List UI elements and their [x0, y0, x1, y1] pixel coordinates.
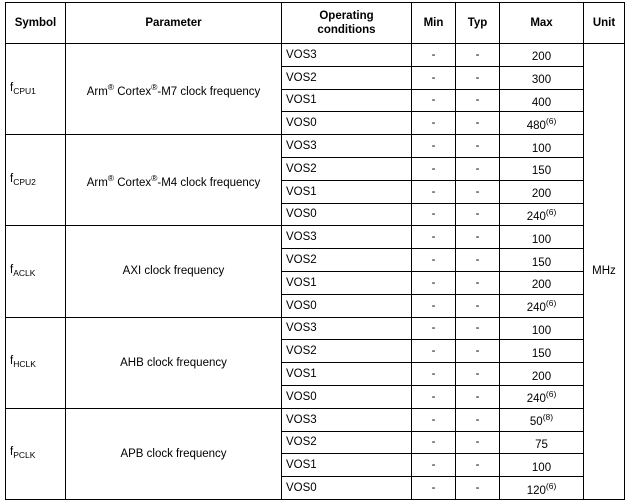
- max-cell: [500, 340, 584, 363]
- max-cell: [500, 226, 584, 249]
- max-value: 100: [531, 324, 552, 337]
- max-value: 400: [531, 96, 552, 109]
- parameter-cell: [66, 135, 282, 226]
- max-cell: [500, 454, 584, 477]
- table-row: [6, 408, 625, 431]
- condition-cell: VOS0: [282, 294, 412, 317]
- table-row: [6, 226, 625, 249]
- condition-cell: VOS0: [282, 385, 412, 408]
- min-cell: -: [412, 454, 456, 477]
- condition-cell: VOS0: [282, 112, 412, 135]
- min-cell: -: [412, 180, 456, 203]
- parameter-cell: AXI clock frequency: [66, 226, 282, 317]
- typ-cell: -: [456, 203, 500, 226]
- max-cell: [500, 408, 584, 431]
- symbol-base: f: [10, 446, 14, 459]
- max-cell: [500, 44, 584, 67]
- symbol-base: f: [10, 172, 14, 185]
- symbol-base: f: [10, 263, 14, 276]
- header-max: Max: [500, 3, 584, 44]
- registered-mark: ®: [151, 81, 158, 92]
- parameter-text: -M4 clock frequency: [157, 176, 261, 189]
- typ-cell: -: [456, 66, 500, 89]
- symbol-subscript: CPU1: [13, 85, 36, 96]
- parameter-text: Cortex: [114, 85, 152, 98]
- footnote-ref: (8): [542, 412, 554, 423]
- max-cell: [500, 431, 584, 454]
- condition-cell: VOS1: [282, 180, 412, 203]
- max-value: 300: [531, 74, 552, 87]
- max-value: 240: [526, 393, 546, 406]
- typ-cell: -: [456, 340, 500, 363]
- typ-cell: -: [456, 454, 500, 477]
- parameter-text: -M7 clock frequency: [157, 85, 261, 98]
- condition-cell: VOS1: [282, 454, 412, 477]
- typ-cell: -: [456, 317, 500, 340]
- symbol-cell: [6, 44, 66, 135]
- max-value: 240: [526, 210, 546, 223]
- typ-cell: -: [456, 363, 500, 386]
- max-value: 200: [531, 188, 552, 201]
- unit-cell: MHz: [584, 44, 625, 500]
- table-row: [6, 135, 625, 158]
- min-cell: -: [412, 431, 456, 454]
- typ-cell: -: [456, 226, 500, 249]
- parameter-cell: APB clock frequency: [66, 408, 282, 499]
- max-value: 120: [526, 484, 546, 497]
- condition-cell: VOS3: [282, 135, 412, 158]
- max-cell: [500, 294, 584, 317]
- clock-frequency-table: [5, 2, 625, 500]
- max-cell: [500, 66, 584, 89]
- parameter-text: Arm: [86, 176, 108, 189]
- max-cell: [500, 477, 584, 500]
- table-row: [6, 317, 625, 340]
- typ-cell: -: [456, 180, 500, 203]
- min-cell: -: [412, 271, 456, 294]
- condition-cell: VOS0: [282, 203, 412, 226]
- condition-cell: VOS0: [282, 477, 412, 500]
- header-conditions-line2: conditions: [317, 24, 376, 36]
- symbol-subscript: CPU2: [13, 176, 36, 187]
- header-typ: Typ: [456, 3, 500, 44]
- typ-cell: -: [456, 431, 500, 454]
- max-value: 150: [531, 256, 552, 269]
- max-cell: [500, 180, 584, 203]
- max-value: 50: [529, 416, 543, 429]
- condition-cell: VOS2: [282, 66, 412, 89]
- header-parameter: Parameter: [66, 3, 282, 44]
- header-symbol: Symbol: [6, 3, 66, 44]
- max-cell: [500, 135, 584, 158]
- typ-cell: -: [456, 477, 500, 500]
- parameter-cell: AHB clock frequency: [66, 317, 282, 408]
- max-value: 100: [531, 461, 552, 474]
- condition-cell: VOS2: [282, 340, 412, 363]
- footnote-ref: (6): [545, 480, 557, 491]
- min-cell: -: [412, 135, 456, 158]
- min-cell: -: [412, 249, 456, 272]
- symbol-base: f: [10, 81, 14, 94]
- parameter-text: Arm: [86, 85, 108, 98]
- header-conditions-line1: Operating: [319, 10, 374, 22]
- typ-cell: -: [456, 385, 500, 408]
- footnote-ref: (6): [545, 298, 557, 309]
- header-unit: Unit: [584, 3, 625, 44]
- typ-cell: -: [456, 135, 500, 158]
- min-cell: -: [412, 203, 456, 226]
- footnote-ref: (6): [545, 389, 557, 400]
- max-value: 100: [531, 142, 552, 155]
- max-value: 75: [535, 438, 548, 451]
- max-cell: [500, 385, 584, 408]
- min-cell: -: [412, 340, 456, 363]
- condition-cell: VOS3: [282, 408, 412, 431]
- min-cell: -: [412, 44, 456, 67]
- min-cell: -: [412, 157, 456, 180]
- max-value: 200: [531, 279, 552, 292]
- condition-cell: VOS1: [282, 89, 412, 112]
- min-cell: -: [412, 408, 456, 431]
- min-cell: -: [412, 385, 456, 408]
- min-cell: -: [412, 112, 456, 135]
- condition-cell: VOS1: [282, 271, 412, 294]
- max-value: 100: [531, 233, 552, 246]
- max-cell: [500, 271, 584, 294]
- condition-cell: VOS3: [282, 226, 412, 249]
- min-cell: -: [412, 317, 456, 340]
- symbol-subscript: PCLK: [13, 450, 36, 461]
- max-cell: [500, 249, 584, 272]
- condition-cell: VOS2: [282, 157, 412, 180]
- max-value: 200: [531, 51, 552, 64]
- max-value: 150: [531, 347, 552, 360]
- max-cell: [500, 157, 584, 180]
- typ-cell: -: [456, 112, 500, 135]
- max-cell: [500, 203, 584, 226]
- header-row: [6, 3, 625, 44]
- symbol-base: f: [10, 355, 14, 368]
- min-cell: -: [412, 66, 456, 89]
- typ-cell: -: [456, 408, 500, 431]
- max-value: 200: [531, 370, 552, 383]
- condition-cell: VOS3: [282, 317, 412, 340]
- typ-cell: -: [456, 89, 500, 112]
- max-value: 240: [526, 302, 546, 315]
- symbol-cell: [6, 317, 66, 408]
- max-cell: [500, 317, 584, 340]
- typ-cell: -: [456, 294, 500, 317]
- min-cell: -: [412, 226, 456, 249]
- footnote-ref: (6): [545, 115, 557, 126]
- footnote-ref: (6): [545, 206, 557, 217]
- min-cell: -: [412, 294, 456, 317]
- typ-cell: -: [456, 44, 500, 67]
- typ-cell: -: [456, 249, 500, 272]
- condition-cell: VOS2: [282, 431, 412, 454]
- registered-mark: ®: [151, 172, 158, 183]
- parameter-text: Cortex: [114, 176, 152, 189]
- table-row: [6, 44, 625, 67]
- max-cell: [500, 89, 584, 112]
- max-cell: [500, 112, 584, 135]
- registered-mark: ®: [107, 172, 115, 183]
- min-cell: -: [412, 89, 456, 112]
- header-min: Min: [412, 3, 456, 44]
- condition-cell: VOS3: [282, 44, 412, 67]
- typ-cell: -: [456, 157, 500, 180]
- symbol-cell: [6, 135, 66, 226]
- max-cell: [500, 363, 584, 386]
- min-cell: -: [412, 363, 456, 386]
- min-cell: -: [412, 477, 456, 500]
- condition-cell: VOS1: [282, 363, 412, 386]
- header-conditions: [282, 3, 412, 44]
- registered-mark: ®: [107, 81, 115, 92]
- symbol-cell: [6, 226, 66, 317]
- max-value: 480: [526, 119, 546, 132]
- symbol-subscript: ACLK: [13, 267, 36, 278]
- max-value: 150: [531, 165, 552, 178]
- condition-cell: VOS2: [282, 249, 412, 272]
- parameter-cell: [66, 44, 282, 135]
- symbol-subscript: HCLK: [13, 359, 36, 370]
- typ-cell: -: [456, 271, 500, 294]
- symbol-cell: [6, 408, 66, 499]
